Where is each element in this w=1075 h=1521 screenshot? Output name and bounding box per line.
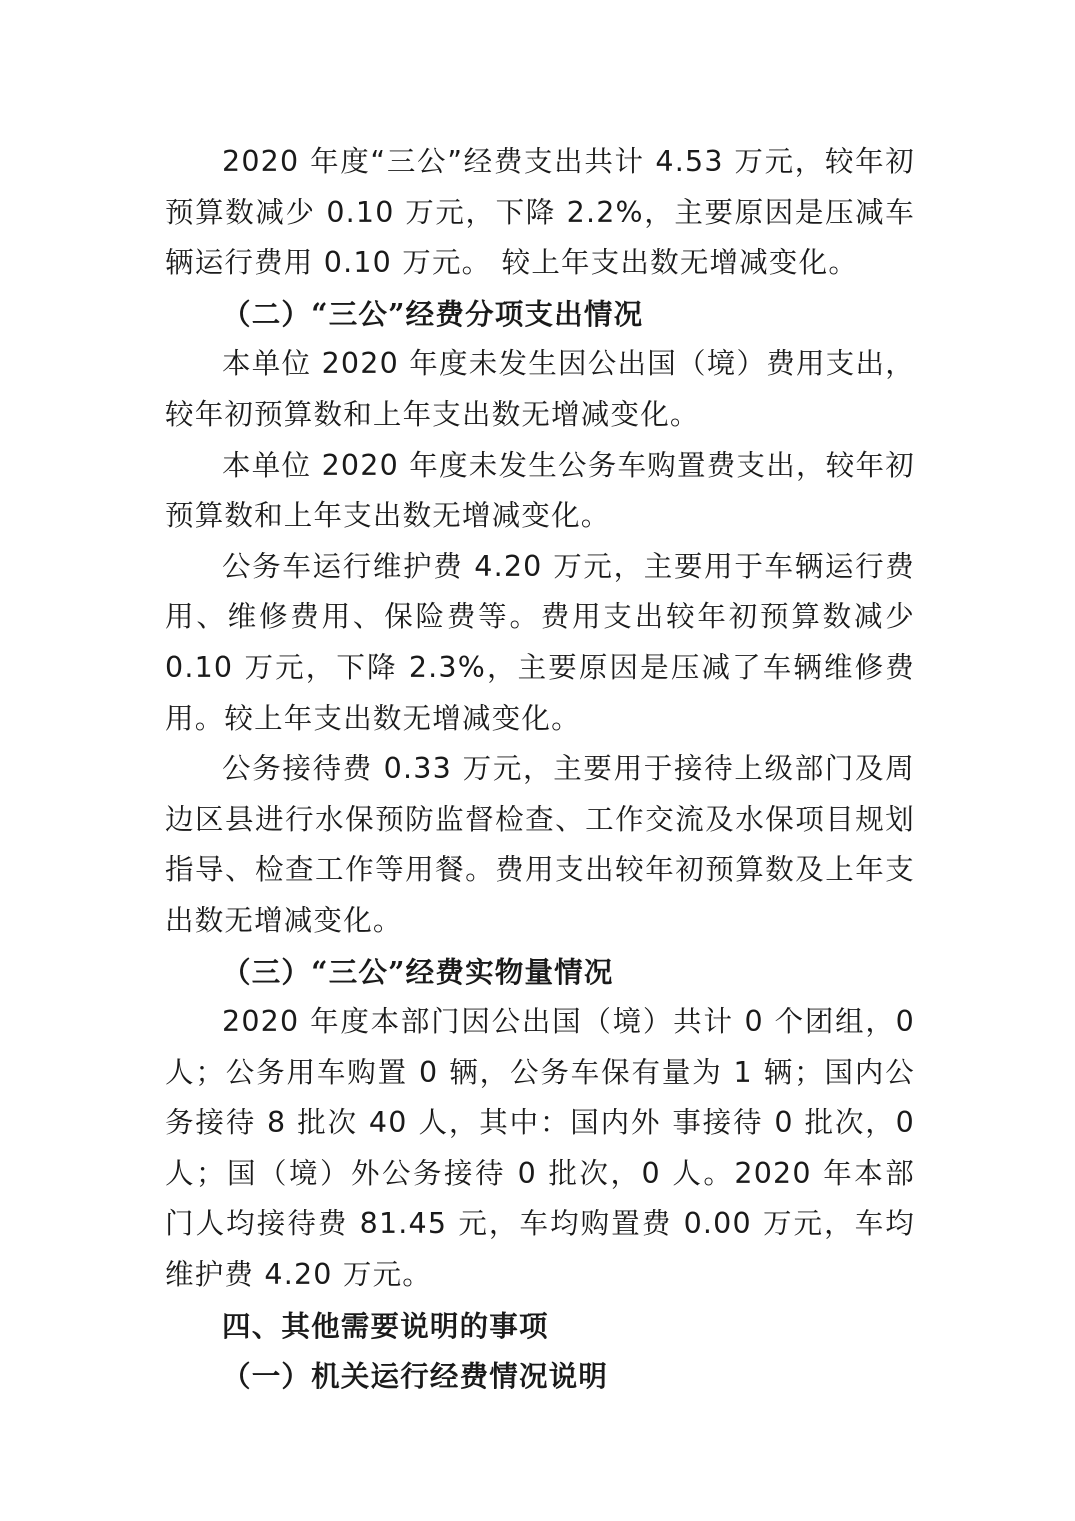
paragraph-overseas-travel: 本单位 2020 年度未发生因公出国（境）费用支出，较年初预算数和上年支出数无增减变化。 [165, 347, 915, 431]
paragraph-vehicle-purchase: 本单位 2020 年度未发生公务车购置费支出，较年初预算数和上年支出数无增减变化。 [165, 448, 915, 533]
section-heading-operating-expenses: （一）机关运行经费情况说明 [222, 1359, 609, 1394]
document-body [165, 137, 915, 1402]
paragraph-vehicle-maintenance: 公务车运行维护费 4.20 万元，主要用于车辆运行费用、维修费用、保险费等。费用支出较年初预算数减少 0.10 万元，下降 2.3%，主要原因是压减了车辆维修费用。较上年支出数无增减变化。 [165, 549, 915, 735]
section-heading-other-matters: 四、其他需要说明的事项 [222, 1308, 549, 1343]
paragraph-physical-quantity: 2020 年度本部门因公出国（境）共计 0 个团组，0 人；公务用车购置 0 辆，公务车保有量为 1 辆；国内公务接待 8 批次 40 人，其中：国内外 事接待 0 批次，0 人；国（境）外公务接待 0 批次，0 人。2020 年本部门人均接待费 81.45 元，车均购置费 0.00 万元，车均维护费 4.20 万元。 [165, 1005, 915, 1292]
section-heading-physical-quantity: （三）“三公”经费实物量情况 [222, 954, 614, 989]
paragraph-reception-expense: 公务接待费 0.33 万元，主要用于接待上级部门及周边区县进行水保预防监督检查、工作交流及水保项目规划指导、检查工作等用餐。费用支出较年初预算数及上年支出数无增减变化。 [165, 752, 915, 937]
paragraph-sangong-total: 2020 年度“三公”经费支出共计 4.53 万元，较年初预算数减少 0.10 万元，下降 2.2%，主要原因是压减车辆运行费用 0.10 万元。 较上年支出数无增减变化。 [165, 145, 915, 280]
section-heading-itemized-expenditure: （二）“三公”经费分项支出情况 [222, 296, 644, 331]
